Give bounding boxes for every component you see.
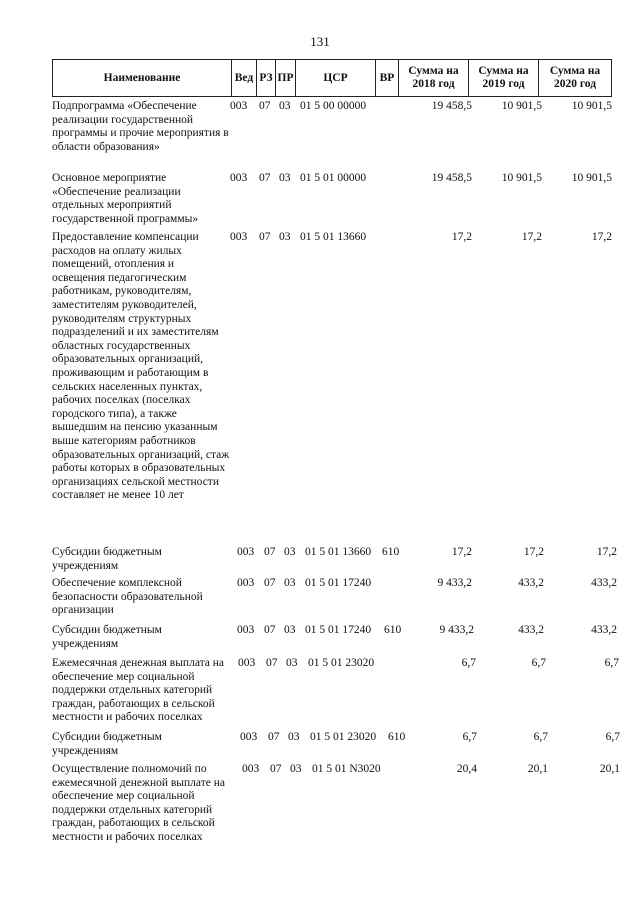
row-pr: 03 — [279, 172, 291, 184]
row-rz: 07 — [264, 546, 276, 558]
header-name: Наименование — [103, 71, 181, 84]
row-sum-2019: 10 901,5 — [501, 172, 542, 184]
header-csr: ЦСР — [295, 60, 375, 96]
row-ved: 003 — [237, 577, 255, 589]
row-name: Субсидии бюджетным учреждениям — [52, 546, 162, 572]
row-sum-2019: 6,7 — [531, 657, 546, 669]
row-sum-2018: 6,7 — [462, 731, 477, 743]
row-sum-2020: 10 901,5 — [571, 100, 612, 112]
row-sum-2018: 9 433,2 — [437, 577, 472, 589]
row-sum-2019: 6,7 — [533, 731, 548, 743]
row-ved: 003 — [237, 624, 255, 636]
header-vr: ВР — [375, 60, 398, 96]
row-name: Субсидии бюджетным учреждениям — [52, 624, 162, 650]
row-sum-2018: 19 458,5 — [431, 100, 472, 112]
row-pr: 03 — [290, 763, 302, 775]
header-sum-2019: Сумма на 2019 год — [468, 60, 538, 96]
row-rz: 07 — [259, 100, 271, 112]
row-sum-2019: 433,2 — [518, 624, 544, 636]
row-sum-2018: 17,2 — [451, 546, 472, 558]
row-sum-2020: 17,2 — [591, 231, 612, 243]
row-sum-2018: 19 458,5 — [431, 172, 472, 184]
row-csr: 01 5 01 17240 — [305, 624, 372, 636]
row-rz: 07 — [268, 731, 280, 743]
row-csr: 01 5 01 13660 — [305, 546, 372, 558]
row-csr: 01 5 01 23020 — [308, 657, 375, 669]
row-name: Обеспечение комплексной безопасности образовательной организации — [52, 577, 203, 617]
row-name: Подпрограмма «Обеспечение реализации государственной программы и прочие мероприятия в области образования» — [52, 100, 229, 153]
row-sum-2020: 10 901,5 — [571, 172, 612, 184]
row-csr: 01 5 01 00000 — [300, 172, 367, 184]
row-pr: 03 — [286, 657, 298, 669]
header-sum-2020: Сумма на 2020 год — [538, 60, 611, 96]
row-csr: 01 5 01 13660 — [300, 231, 367, 243]
row-sum-2019: 17,2 — [523, 546, 544, 558]
row-name: Осуществление полномочий по ежемесячной денежной выплате на обеспечение мер социальной поддержки отдельных категорий граждан, работающих в сельской местности и рабочих поселках — [52, 763, 225, 843]
row-csr: 01 5 01 N3020 — [312, 763, 381, 775]
row-pr: 03 — [288, 731, 300, 743]
row-sum-2020: 433,2 — [591, 624, 617, 636]
row-pr: 03 — [284, 624, 296, 636]
row-sum-2020: 6,7 — [604, 657, 619, 669]
row-rz: 07 — [259, 231, 271, 243]
row-name: Субсидии бюджетным учреждениям — [52, 731, 162, 757]
row-sum-2020: 20,1 — [599, 763, 620, 775]
row-pr: 03 — [279, 231, 291, 243]
row-sum-2018: 20,4 — [456, 763, 477, 775]
header-rz: РЗ — [256, 60, 275, 96]
row-name: Ежемесячная денежная выплата на обеспечение мер социальной поддержки отдельных категорий граждан, работающих в сельской местности и рабочих поселках — [52, 657, 225, 724]
header-pr: ПР — [275, 60, 295, 96]
row-ved: 003 — [238, 657, 256, 669]
row-sum-2020: 433,2 — [591, 577, 617, 589]
row-vr: 610 — [388, 731, 406, 743]
row-sum-2019: 20,1 — [527, 763, 548, 775]
row-rz: 07 — [264, 624, 276, 636]
row-pr: 03 — [284, 546, 296, 558]
row-name: Основное мероприятие «Обеспечение реализации отдельных мероприятий государственной программы» — [52, 172, 199, 225]
table-header — [52, 59, 612, 97]
row-ved: 003 — [240, 731, 258, 743]
row-ved: 003 — [230, 231, 248, 243]
row-rz: 07 — [264, 577, 276, 589]
row-sum-2018: 17,2 — [451, 231, 472, 243]
row-sum-2019: 17,2 — [521, 231, 542, 243]
row-sum-2018: 9 433,2 — [439, 624, 474, 636]
header-ved: Вед — [231, 60, 256, 96]
row-name: Предоставление компенсации расходов на оплату жилых помещений, отопления и освещения педагогическим работникам, руководителям, заместителям руководителей, руководителям структурных подразделений и их заместителям областных государственных образовательных организаций, проживающим и работающим в сельских населенных пунктах, рабочих поселках (поселках городского типа), а также вышедшим на пенсию указанным выше категориям работников образовательных организаций, стаж работы которых в образовательных организациях сельской местности составляет не менее 10 лет — [52, 231, 230, 502]
row-ved: 003 — [242, 763, 260, 775]
row-pr: 03 — [279, 100, 291, 112]
row-ved: 003 — [230, 172, 248, 184]
row-rz: 07 — [266, 657, 278, 669]
row-csr: 01 5 00 00000 — [300, 100, 367, 112]
page-number: 131 — [310, 34, 330, 49]
row-csr: 01 5 01 17240 — [305, 577, 372, 589]
row-sum-2019: 10 901,5 — [501, 100, 542, 112]
header-sum-2018: Сумма на 2018 год — [398, 60, 468, 96]
row-pr: 03 — [284, 577, 296, 589]
row-sum-2018: 6,7 — [461, 657, 476, 669]
row-sum-2020: 6,7 — [605, 731, 620, 743]
row-sum-2019: 433,2 — [518, 577, 544, 589]
row-ved: 003 — [230, 100, 248, 112]
row-rz: 07 — [259, 172, 271, 184]
row-ved: 003 — [237, 546, 255, 558]
row-vr: 610 — [382, 546, 400, 558]
row-vr: 610 — [384, 624, 402, 636]
row-sum-2020: 17,2 — [596, 546, 617, 558]
row-rz: 07 — [270, 763, 282, 775]
row-csr: 01 5 01 23020 — [310, 731, 377, 743]
